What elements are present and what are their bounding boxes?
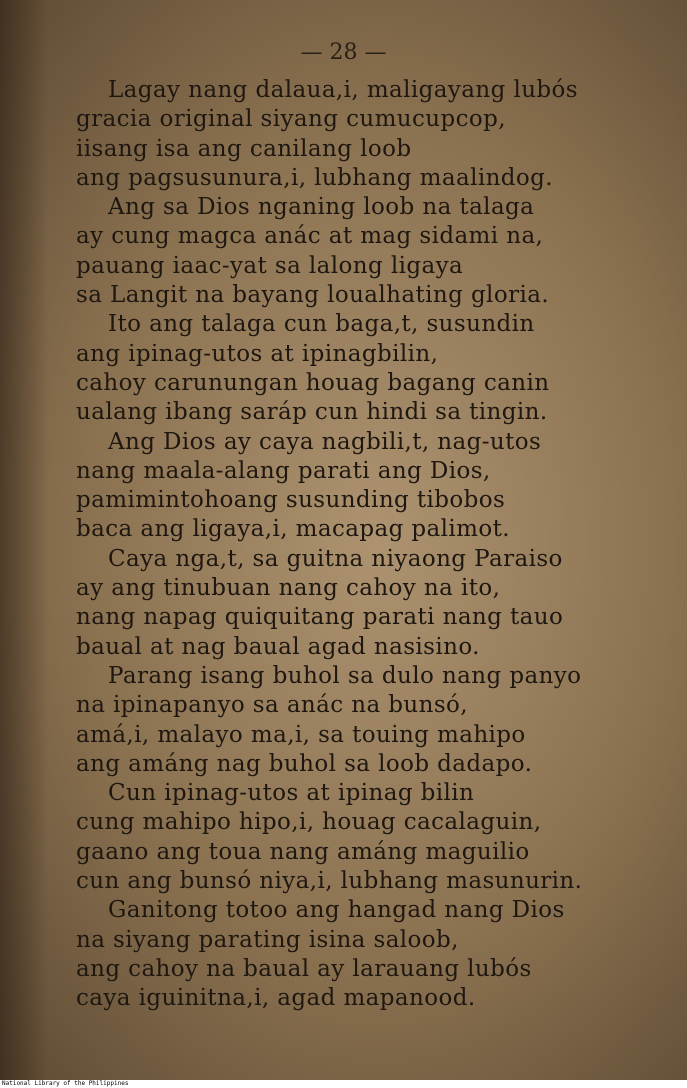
poem-line: ang amáng nag buhol sa loob dadapo. — [76, 750, 533, 777]
poem-line: caya iguinitna,i, agad mapanood. — [76, 985, 476, 1012]
poem-line: baca ang ligaya,i, macapag palimot. — [76, 516, 510, 543]
poem-line: ualang ibang saráp cun hindi sa tingin. — [76, 399, 548, 426]
poem-line: nang maala-alang parati ang Dios, — [76, 457, 491, 484]
poem-line: Ganitong totoo ang hangad nang Dios — [108, 897, 565, 924]
poem-line: Caya nga,t, sa guitna niyaong Paraiso — [108, 545, 563, 572]
poem-line: nang napag quiquitang parati nang tauo — [76, 604, 564, 631]
poem-line: sa Langit na bayang loualhating gloria. — [76, 282, 550, 309]
poem-line: Cun ipinag-utos at ipinag bilin — [108, 780, 475, 807]
poem-line: ang pagsusunura,i, lubhang maalindog. — [76, 164, 554, 191]
poem-line: ay cung magca anác at mag sidami na, — [76, 223, 544, 250]
page-number: — 28 — — [300, 40, 387, 65]
poem-line: Lagay nang dalaua,i, maligayang lubós — [108, 77, 578, 103]
poem-line: iisang isa ang canilang loob — [76, 135, 412, 162]
poem-line: ay ang tinubuan nang cahoy na ito, — [76, 575, 501, 602]
poem-body — [76, 76, 651, 1014]
poem-line: cung mahipo hipo,i, houag cacalaguin, — [76, 809, 542, 836]
poem-line: amá,i, malayo ma,i, sa touing mahipo — [76, 721, 526, 748]
poem-line: baual at nag baual agad nasisino. — [76, 633, 480, 660]
poem-line: pamimintohoang susunding tibobos — [76, 487, 506, 514]
poem-line: Ang Dios ay caya nagbili,t, nag-utos — [108, 428, 542, 455]
footer-credit: National Library of the Philippines — [2, 1080, 129, 1087]
poem-line: pauang iaac-yat sa lalong ligaya — [76, 252, 464, 279]
poem-line: Ang sa Dios nganing loob na talaga — [108, 194, 535, 221]
poem-line: Parang isang buhol sa dulo nang panyo — [108, 662, 582, 689]
poem-line: Ito ang talaga cun baga,t, susundin — [108, 311, 535, 338]
poem-line: na ipinapanyo sa anác na bunsó, — [76, 692, 469, 719]
poem-line: ang ipinag-utos at ipinagbilin, — [76, 340, 439, 367]
poem-line: cahoy carunungan houag bagang canin — [76, 369, 550, 396]
poem-line: gaano ang toua nang amáng maguilio — [76, 838, 530, 865]
poem-line: gracia original siyang cumucupcop, — [76, 106, 506, 133]
poem-line: ang cahoy na baual ay larauang lubós — [76, 955, 532, 982]
page-edge-shadow — [0, 0, 48, 1080]
poem-line: cun ang bunsó niya,i, lubhang masunurin. — [76, 868, 583, 895]
footer-bar — [0, 1080, 687, 1088]
poem-line: na siyang parating isina saloob, — [76, 926, 459, 953]
